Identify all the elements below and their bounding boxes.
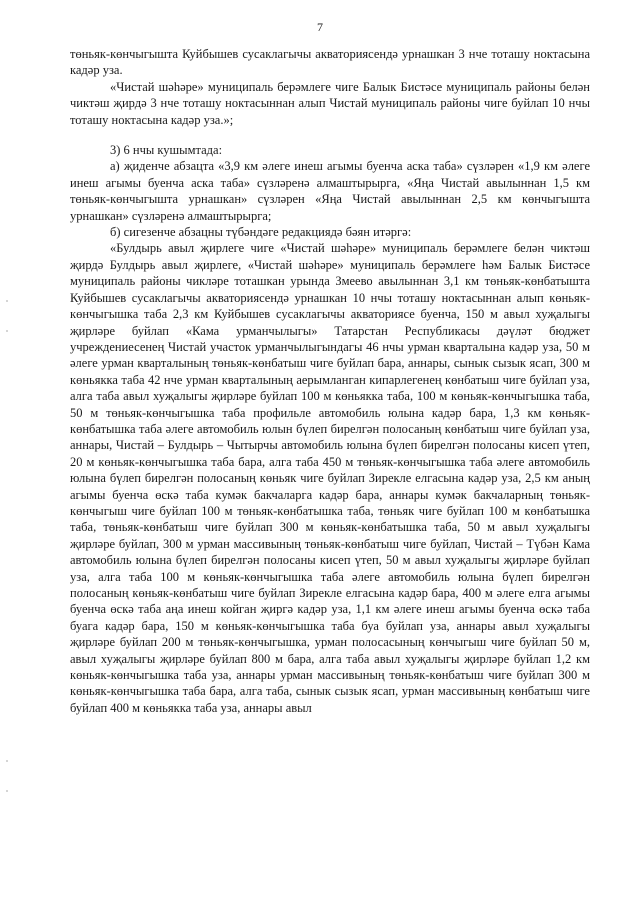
- page-number: 7: [317, 20, 323, 34]
- paragraph-item-a: а) җиденче абзацта «3,9 км әлеге инеш агымы буенча аска таба» сүзләрен «1,9 км әлеге инеш агымы буенча аска таба» сүзләренә алмаштырырга, «Яңа Чистай авылыннан 1,5 км төньяк-көнчыгышта урнашкан» сүзләрен «Яңа Чистай авылыннан 2,5 км көнчыгышта урнашкан» сүзләренә алмаштырырга;: [70, 159, 590, 223]
- document-body: [70, 46, 590, 716]
- paragraph-spacer: [70, 128, 590, 142]
- scan-mark: [6, 330, 8, 332]
- paragraph-appendix-6-heading: 3) 6 нчы кушымтада:: [110, 143, 223, 158]
- scan-mark: [6, 790, 8, 792]
- scan-mark: [6, 300, 8, 302]
- paragraph-city-boundary: «Чистай шәһәре» муниципаль берәмлеге чиге Балык Бистәсе муниципаль районы белән чиктәш җирдә 3 нче тоташу ноктасыннан алып Чистай муниципаль районы чиге буйлап 10 нчы тоташу ноктасына кадәр уза.»;: [70, 79, 590, 127]
- paragraph-item-b: б) сигезенче абзацны түбәндәге редакциядә бәян итәргә:: [110, 225, 412, 240]
- paragraph-continuation: төньяк-көнчыгышта Куйбышев сусаклагычы акваториясендә урнашкан 3 нче тоташу ноктасына кадәр уза.: [70, 47, 590, 78]
- scan-mark: [6, 760, 8, 762]
- paragraph-buldyr-boundary: «Булдырь авыл җирлеге чиге «Чистай шәһәре» муниципаль берәмлеге белән чиктәш җирдә Булдырь авыл җирлеге, «Чистай шәһәре» муниципаль берәмлеге һәм Балык Бистәсе муниципаль районы чикләре тоташкан урында Змеево авылыннан 3,1 км төньяк-көнбатышта Куйбышев сусаклагычы акваториясендә урнашкан 10 нчы тоташу ноктасыннан алып көньяк-көнчыгышка таба 2,3 км Куйбышев сусаклагычы акваториясе буенча, 150 м авыл хуҗалыгы җирләре буйлап «Кама урманчылыгы» Татарстан Республикасы дәүләт бюджет учреждениесенең Чистай участок урманчылыгындагы 46 нчы урман кварталына кадәр уза, 50 м әлеге урман кварталының төньяк-көнбатыш чиге буйлап бара, аннары, сынык сызык ясап, 300 м көньякка таба 42 нче урман кварталының аерымланган кипарлегенең көнбатыш чиге буйлап уза, алга таба авыл хуҗалыгы җирләре буйлап 100 м көньякка таба, 100 м көньяк-көнчыгышка таба, 50 м төньяк-көнчыгышка таба профильле автомобиль юлына кадәр бара, 1,3 км көньяк-көнбатышка таба әлеге автомобиль юлын бүлеп бирелгән полосаның көнбатыш чиге буйлап уза, аннары, Чистай – Булдырь – Чытырчы автомобиль юлына бүлеп бирелгән полосаны кисеп үтеп, 20 м көньяк-көнчыгышка таба бара, алга таба 450 м төньяк-көнчыгышка таба әлеге автомобиль юлына бүлеп бирелгән полосаның көньяк чиге буйлап Зирекле елгасына кадәр уза, 2,5 км аның агымы буенча өскә таба кумәк бакчаларга кадәр бара, аннары кумәк бакчаларның төньяк-көнчыгыш чиге буйлап 100 м төньяк-көнбатышка таба, төньяк чиге буйлап 100 м көнбатышка таба, төньяк-көнбатыш чиге буйлап 300 м көньяк-көнбатышка таба, 50 м авыл хуҗалыгы җирләре буйлап, 300 м урман массивының төньяк-көнбатыш чиге буйлап, Чистай – Түбән Кама автомобиль юлына бүлеп бирелгән полосаны кисеп үтеп, 50 м авыл хуҗалыгы җирләре буйлап уза, алга таба 100 м көньяк-көнчыгышка таба әлеге автомобиль юлына бүлеп бирелгән полосаның көньяк-көнбатыш чиге буйлап Зирекле елгасына кадәр бара, 400 м әлеге елга агымы буенча өскә таба аңа инеш койган җиргә кадәр уза, 1,1 км әлеге инеш агымы буенча өскә таба буага кадәр бара, 150 м көньяк-көнчыгышка таба буа буйлап уза, аннары авыл хуҗалыгы җирләре буйлап 200 м төньяк-көнчыгышка, урман полосасының көнчыгыш чиге буйлап 50 м, авыл хуҗалыгы җирләре буйлап 800 м бара, алга таба авыл хуҗалыгы җирләре буйлап 1,2 км көньяк-көнчыгышка таба уза, аннары урман массивының төньяк-көнбатыш чиге буйлап 300 м көньяк-көнчыгышка таба бара, алга таба, сынык сызык ясап, урман массивының көнбатыш чиге буйлап 400 м көньякка таба уза, аннары авыл: [70, 241, 590, 715]
